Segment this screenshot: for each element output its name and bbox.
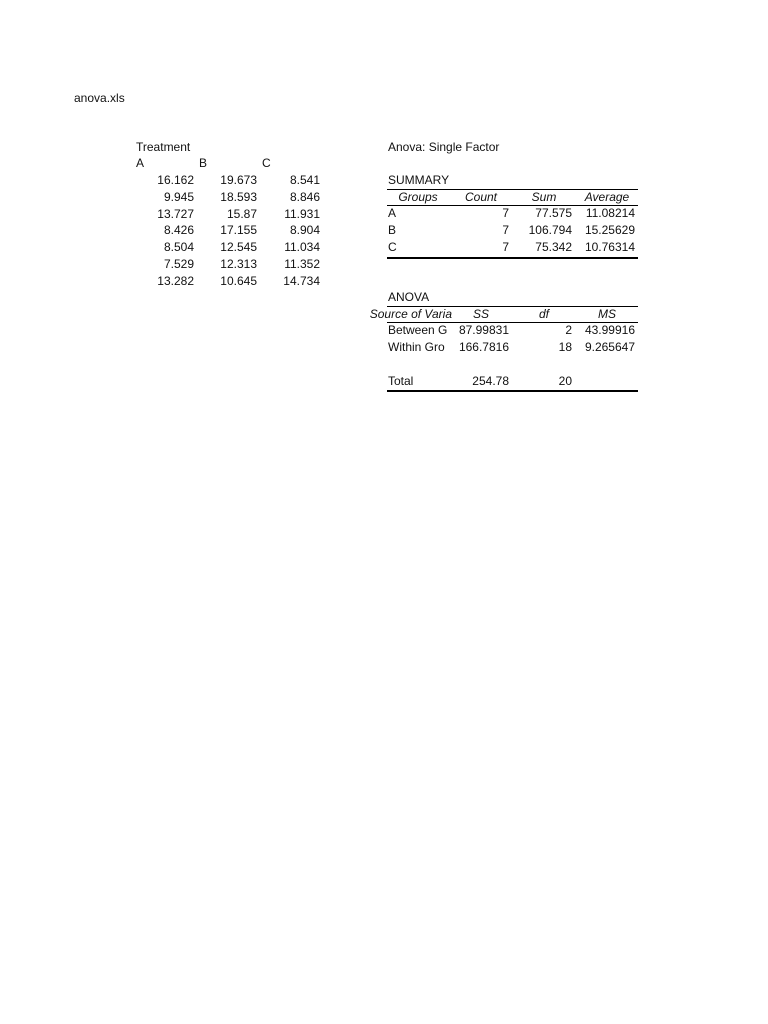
treatment-cell: 8.541 [289,173,320,187]
anova-header-df: df [538,307,549,321]
treatment-cell: 19.673 [220,173,257,187]
summary-header-average: Average [584,190,630,204]
treatment-cell: 13.282 [157,273,194,288]
treatment-cell: 8.904 [289,223,320,238]
summary-group-label: C [388,239,397,254]
anova-single-factor-title: Anova: Single Factor [388,140,500,154]
treatment-cell: 8.846 [289,189,320,204]
anova-title: ANOVA [388,290,430,304]
treatment-cell: 14.734 [283,273,320,288]
anova-source-label: Within Gro [388,340,445,354]
summary-title: SUMMARY [388,173,450,187]
treatment-cell: 7.529 [163,257,194,271]
anova-ms-cell: 9.265647 [584,340,635,354]
summary-average-cell: 10.76314 [584,239,635,254]
treatment-cell: 11.931 [284,206,320,221]
treatment-cell: 10.645 [220,273,257,288]
summary-group-label: A [388,206,397,220]
summary-group-label: B [388,222,397,237]
treatment-cell: 8.504 [163,240,194,255]
anova-ss-cell: 87.99831 [458,323,509,337]
summary-header-groups: Groups [398,190,438,204]
treatment-cell: 18.593 [220,189,257,204]
treatment-cell: 11.034 [284,240,320,255]
anova-df-cell: 2 [565,323,572,337]
summary-average-cell: 15.25629 [584,222,635,237]
anova-bottom-rule [387,390,638,392]
summary-sum-cell: 77.575 [535,206,572,220]
anova-total-df: 20 [558,374,572,388]
anova-df-cell: 18 [558,340,572,354]
treatment-title: Treatment [136,140,191,154]
anova-source-label: Between G [388,323,448,337]
anova-total-label: Total [388,374,414,388]
summary-count-cell: 7 [502,206,509,220]
treatment-cell: 9.945 [163,189,194,204]
anova-total-ss: 254.78 [472,374,509,388]
summary-sum-cell: 106.794 [528,222,572,237]
treatment-cell: 16.162 [157,173,194,187]
summary-header-sum: Sum [531,190,557,204]
summary-count-cell: 7 [502,239,509,254]
anova-ms-cell: 43.99916 [584,323,635,337]
treatment-cell: 12.313 [220,257,257,271]
summary-average-cell: 11.08214 [585,206,635,220]
treatment-cell: 15.87 [226,206,257,221]
treatment-cell: 11.352 [284,257,320,271]
summary-sum-cell: 75.342 [535,239,572,254]
anova-header-ms: MS [598,307,616,321]
treatment-header-b: B [199,156,208,170]
anova-header-ss: SS [472,307,489,321]
treatment-header-a: A [136,156,145,170]
anova-header-source: Source of Varia [369,307,452,321]
treatment-cell: 8.426 [163,223,194,238]
treatment-cell: 17.155 [220,223,257,238]
summary-header-count: Count [464,190,498,204]
treatment-cell: 12.545 [220,240,257,255]
treatment-header-c: C [262,156,271,170]
treatment-cell: 13.727 [157,206,194,221]
file-name: anova.xls [74,91,125,105]
summary-count-cell: 7 [502,222,509,237]
summary-bottom-rule [387,257,638,259]
anova-ss-cell: 166.7816 [458,340,509,354]
